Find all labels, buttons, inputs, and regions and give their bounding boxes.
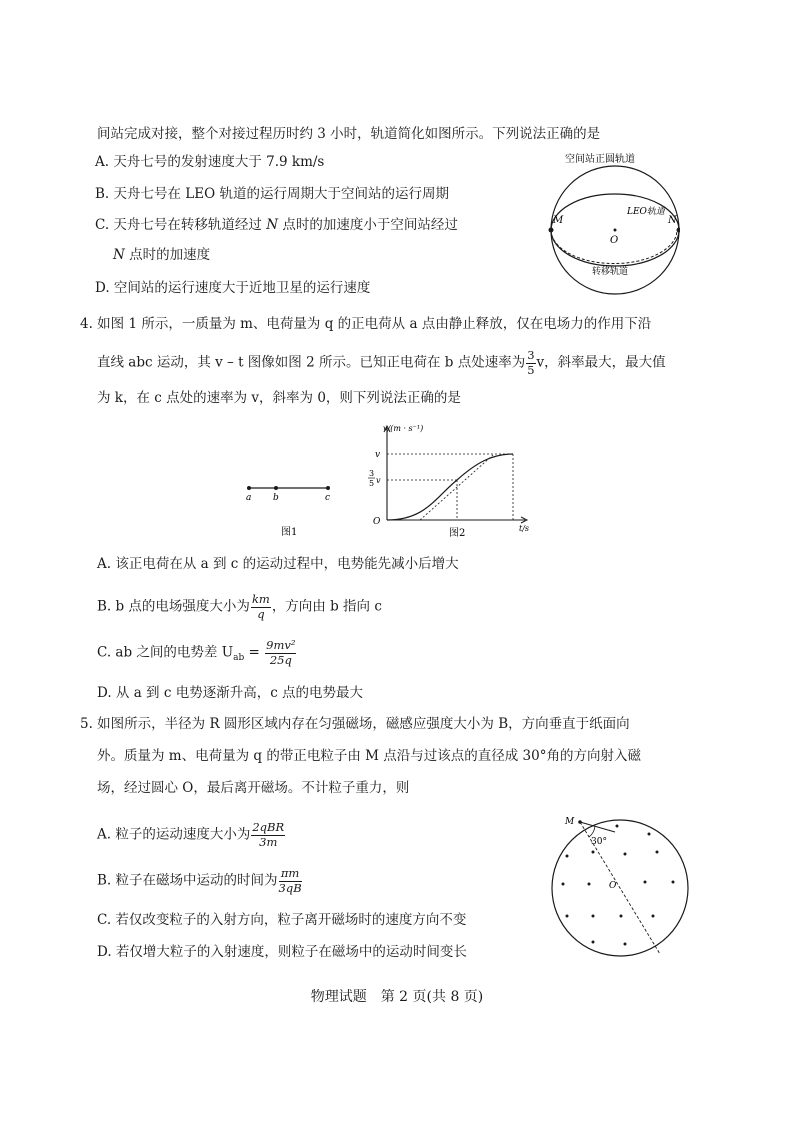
q4-option-c: C. ab 之间的电势差 $U_{ab}$ = $\frac{\text{9mv²}}{25q}$	[97, 638, 296, 667]
magnetic-field-figure	[545, 812, 695, 962]
page-footer: 物理试题 第 2 页(共 8 页)	[310, 989, 484, 1005]
q3-option-b: B. 天舟七号在 LEO 轨道的运行周期大于空间站的运行周期	[95, 186, 449, 202]
angle-30-label: 30°	[591, 837, 607, 847]
q4-option-b: B. b 点的电场强度大小为 $\frac{km}{q}$ ，方向由 b 指向 c	[97, 592, 382, 621]
q5-stem-line2: 外。质量为 m、电荷量为 q 的带正电粒子由 M 点沿与过该点的直径成 30°角的方向射入磁	[97, 748, 641, 764]
label-b: b	[273, 493, 279, 503]
tick-35v: v	[376, 476, 381, 485]
label-o: O	[609, 881, 617, 891]
point-n	[677, 228, 681, 233]
figure-1-line-abc	[240, 478, 340, 538]
field-dots	[562, 825, 675, 946]
label-a: a	[246, 493, 252, 503]
origin-o: O	[373, 517, 381, 527]
q3-stem-tail: 间站完成对接，整个对接过程历时约 3 小时，轨道简化如图所示。下列说法正确的是	[97, 126, 601, 142]
q5-option-b: B. 粒子在磁场中运动的时间为 $\frac{\pi m}{3qB}$	[97, 866, 302, 895]
point-a	[247, 486, 251, 490]
q4-stem-line1: 4. 如图 1 所示，一质量为 m、电荷量为 q 的正电荷从 a 点由静止释放，仅在电场力的作用下沿	[80, 316, 652, 332]
tangent-line	[420, 455, 493, 520]
tick-3: 3	[369, 469, 375, 478]
point-c	[326, 486, 330, 490]
tick-v: v	[375, 450, 381, 460]
q4-stem-line2: 直线 abc 运动，其 v – t 图像如图 2 所示。已知正电荷在 b 点处速率为 $\frac{3}{5}$ v，斜率最大，最大值	[97, 348, 666, 377]
q5-option-a: A. 粒子的运动速度大小为 $\frac{\text{2qBR}}{3m}$	[97, 820, 285, 849]
q5-stem-line1: 5. 如图所示，半径为 R 圆形区域内存在匀强磁场，磁感应强度大小为 B，方向垂直于纸面向	[80, 716, 630, 732]
center-o	[614, 229, 617, 232]
q4-option-d: D. 从 a 到 c 电势逐渐升高，c 点的电势最大	[97, 685, 364, 701]
label-m: M	[565, 817, 575, 827]
figure-2-caption: 图2	[449, 528, 466, 539]
q3-option-c-line1: C. 天舟七号在转移轨道经过 N 点时的加速度小于空间站经过	[95, 217, 458, 233]
orbit-figure	[530, 148, 680, 298]
q4-option-a: A. 该正电荷在从 a 到 c 的运动过程中，电势能先减小后增大	[97, 556, 459, 572]
transfer-label: 转移轨道	[592, 267, 629, 277]
tick-5: 5	[369, 479, 375, 488]
q5-option-c: C. 若仅改变粒子的入射方向，粒子离开磁场时的速度方向不变	[97, 912, 467, 928]
q3-option-a: A. 天舟七号的发射速度大于 7.9 km/s	[95, 154, 325, 170]
figure-2-vt-graph	[365, 420, 535, 542]
leo-label: LEO轨道	[627, 207, 665, 217]
x-axis-label: t/s	[519, 524, 530, 533]
fraction-3-5: $\frac{3}{5}$	[527, 348, 535, 377]
q5-option-d: D. 若仅增大粒子的入射速度，则粒子在磁场中的运动时间变长	[97, 944, 467, 960]
q4-stem-line3: 为 k，在 c 点处的速率为 v，斜率为 0，则下列说法正确的是	[97, 390, 461, 406]
figure-1-caption: 图1	[281, 527, 298, 538]
vt-curve	[387, 454, 513, 520]
q3-option-d: D. 空间站的运行速度大于近地卫星的运行速度	[95, 280, 371, 296]
station-orbit-label: 空间站正圆轨道	[565, 154, 635, 165]
point-m	[549, 228, 554, 233]
point-b	[274, 486, 278, 490]
label-m: M	[553, 215, 564, 226]
y-axis-label: v/(m · s⁻¹)	[383, 424, 424, 433]
label-o: O	[610, 235, 619, 246]
point-m	[578, 820, 582, 824]
q3-option-c-line2: N 点时的加速度	[113, 247, 211, 263]
q5-stem-line3: 场，经过圆心 O，最后离开磁场。不计粒子重力，则	[97, 780, 410, 796]
label-c: c	[325, 493, 331, 503]
label-n: N	[668, 215, 677, 226]
